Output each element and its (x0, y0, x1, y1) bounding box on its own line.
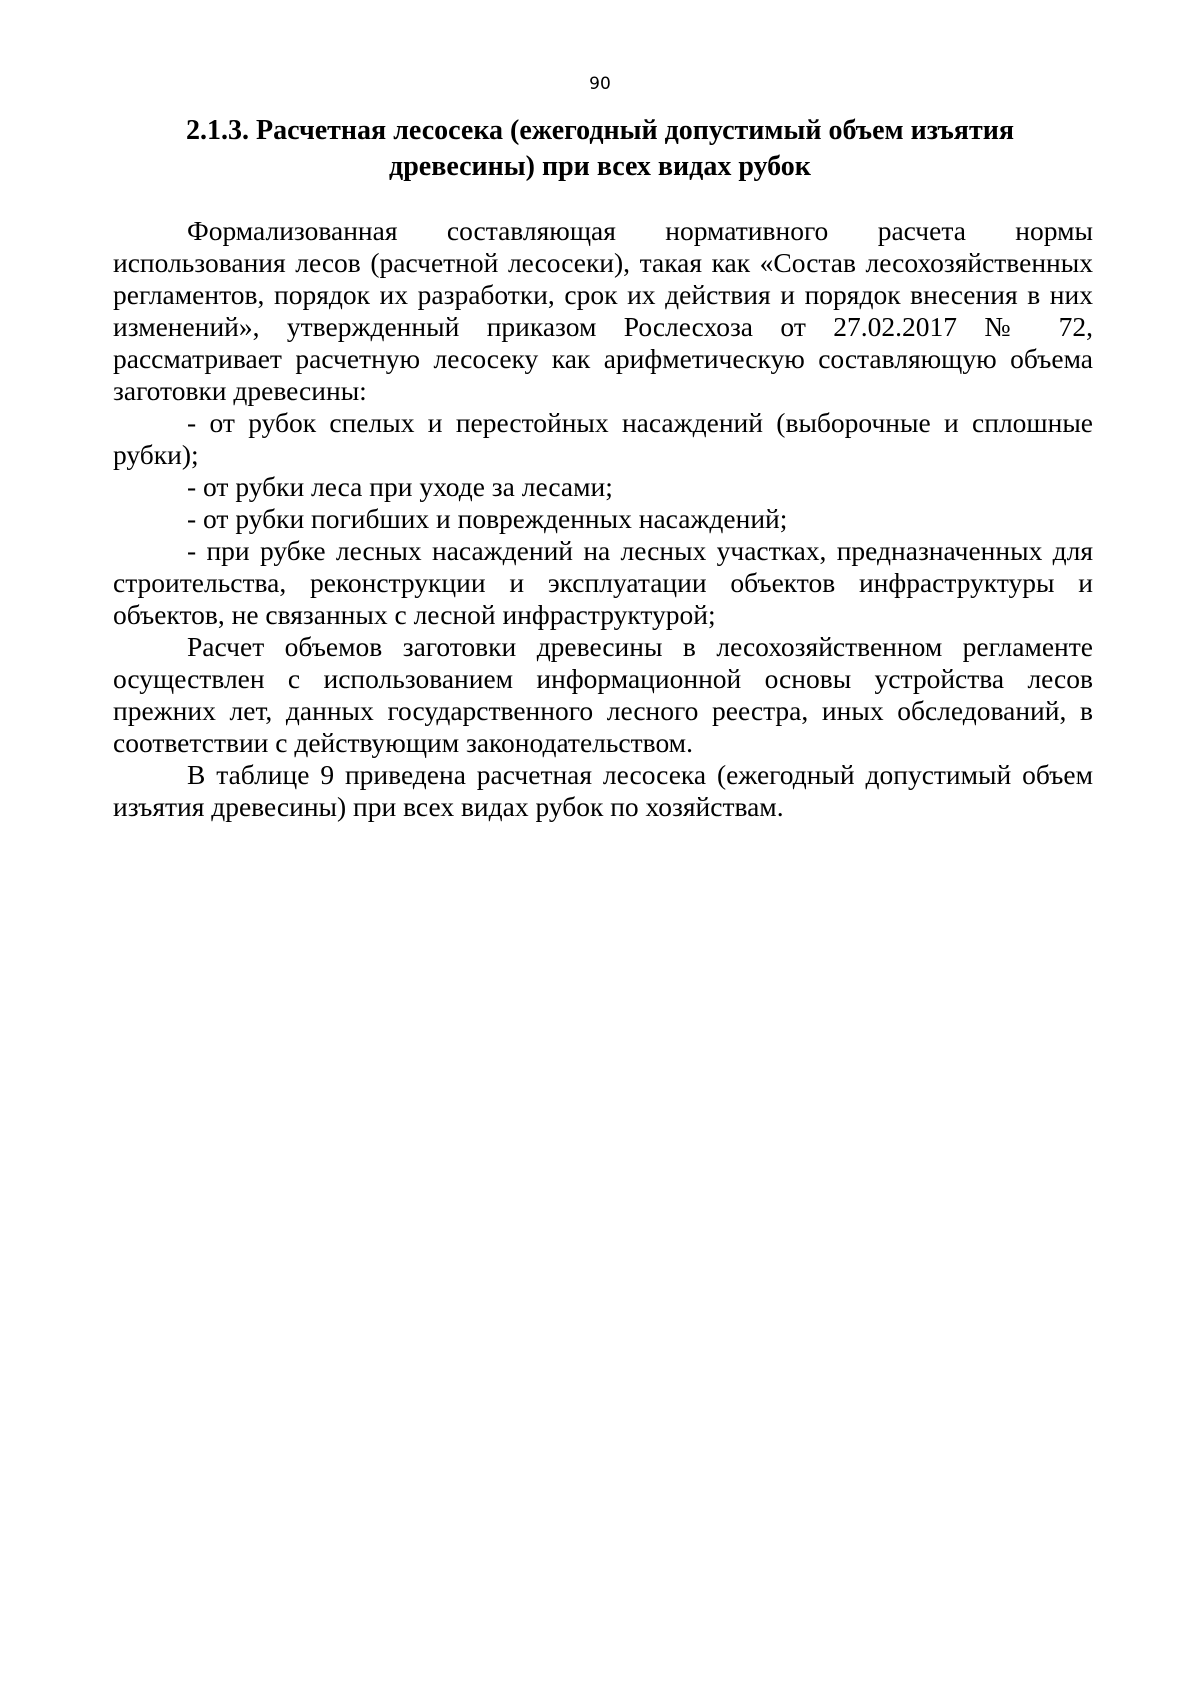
section-title (110, 113, 1090, 185)
list-item-forest-care: - от рубки леса при уходе за лесами; (187, 471, 613, 502)
list-item-infrastructure: - при рубке лесных насаждений на лесных участках, предназначенных для строительства, реконструкции и эксплуатации объектов инфраструктуры и объектов, не связанных с лесной инфраструктурой; (113, 535, 1093, 630)
list-item-mature-stands: - от рубок спелых и перестойных насаждений (выборочные и сплошные рубки); (113, 407, 1093, 470)
paragraph-table-reference: В таблице 9 приведена расчетная лесосека (ежегодный допустимый объем изъятия древесины) при всех видах рубок по хозяйствам. (113, 759, 1093, 822)
page-number: 90 (589, 74, 611, 94)
list-item-damaged-stands: - от рубки погибших и поврежденных насаждений; (187, 503, 788, 534)
paragraph-calculation: Расчет объемов заготовки древесины в лесохозяйственном регламенте осуществлен с использованием информационной основы устройства лесов прежних лет, данных государственного лесного реестра, иных обследований, в соответствии с действующим законодательством. (113, 631, 1093, 758)
section-title-line-2: древесины) при всех видах рубок (389, 151, 811, 182)
section-title-line-1: 2.1.3. Расчетная лесосека (ежегодный допустимый объем изъятия (185, 115, 1014, 146)
paragraph-intro: Формализованная составляющая нормативного расчета нормы использования лесов (расчетной лесосеки), такая как «Состав лесохозяйственных регламентов, порядок их разработки, срок их действия и порядок внесения в них изменений», утвержденный приказом Рослесхоза от 27.02.2017 № 72, рассматривает расчетную лесосеку как арифметическую составляющую объема заготовки древесины: (113, 215, 1093, 406)
body-text (113, 215, 1093, 823)
